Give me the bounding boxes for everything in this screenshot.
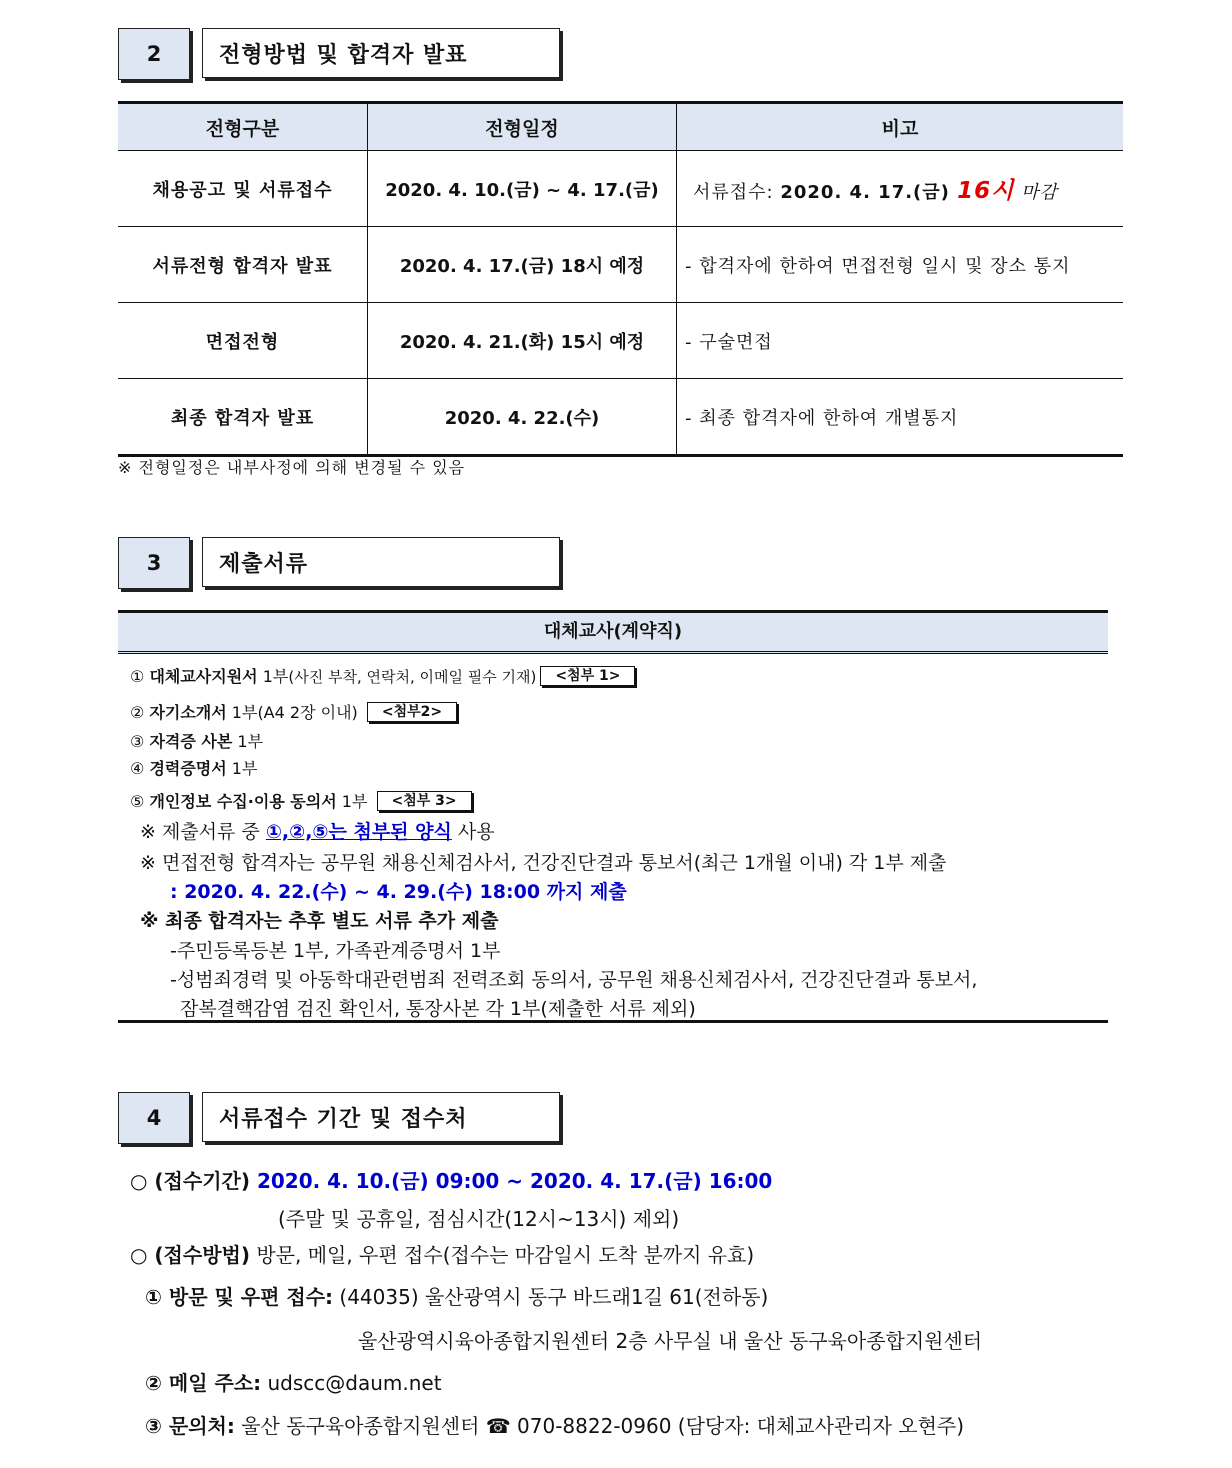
documents-note-1 — [140, 817, 495, 844]
row-note: - 구술면접 — [677, 303, 1124, 379]
submission-method — [130, 1239, 754, 1268]
method-label: ○ (접수방법) — [130, 1243, 250, 1267]
note-date: 2020. 4. 17.(금) — [780, 182, 958, 203]
item-marker: ③ — [130, 732, 145, 751]
document-item — [130, 729, 263, 752]
documents-note-2-deadline: : 2020. 4. 22.(수) ~ 4. 29.(수) 18:00 까지 제출 — [170, 881, 627, 903]
document-item — [130, 789, 472, 812]
row-date: 2020. 4. 21.(화) 15시 예정 — [368, 303, 677, 379]
note1-prefix: ※ 제출서류 중 — [140, 821, 266, 843]
item-count: 1부 — [232, 732, 264, 751]
documents-note-2: ※ 면접전형 합격자는 공무원 채용신체검사서, 건강진단결과 통보서(최근 1개월 이내) 각 1부 제출 — [140, 852, 947, 874]
email-address — [145, 1367, 442, 1396]
attachment-tag: <첨부 1> — [540, 666, 635, 686]
item-name: 대체교사지원서 — [149, 667, 258, 686]
item-name: 자격증 사본 — [149, 732, 233, 751]
col-header-date: 전형일정 — [368, 103, 677, 151]
document-item — [130, 700, 457, 723]
document-item — [130, 664, 635, 687]
row-note: - 합격자에 한하여 면접전형 일시 및 장소 통지 — [677, 227, 1124, 303]
row-type: 채용공고 및 서류접수 — [118, 151, 368, 227]
table-row — [118, 151, 1123, 227]
visit-mail-address — [145, 1281, 768, 1310]
period-note: (주말 및 공휴일, 점심시간(12시~13시) 제외) — [278, 1207, 680, 1231]
item-count: 1부 — [226, 759, 258, 778]
note1-highlight: ①,②,⑤는 첨부된 양식 — [265, 821, 452, 843]
row-note — [677, 151, 1124, 227]
table-row — [118, 303, 1123, 379]
visit-value: (44035) 울산광역시 동구 바드래1길 61(전하동) — [333, 1285, 769, 1309]
documents-bottom-rule — [118, 1020, 1108, 1023]
item-count: 1부(A4 2장 이내) — [226, 703, 358, 722]
item-count: 1부 — [257, 667, 289, 686]
period-value: 2020. 4. 10.(금) 09:00 ~ 2020. 4. 17.(금) 16:00 — [256, 1169, 773, 1193]
row-type: 최종 합격자 발표 — [118, 379, 368, 456]
documents-note-3-item-1: -주민등록등본 1부, 가족관계증명서 1부 — [170, 940, 501, 962]
mail-label: ② 메일 주소: — [145, 1371, 262, 1395]
item-name: 개인정보 수집·이용 동의서 — [149, 792, 337, 811]
row-note: - 최종 합격자에 한하여 개별통지 — [677, 379, 1124, 456]
period-label: ○ (접수기간) — [130, 1169, 257, 1193]
row-date: 2020. 4. 10.(금) ~ 4. 17.(금) — [368, 151, 677, 227]
note-end: 마감 — [1014, 182, 1058, 203]
section-3-title: 제출서류 — [202, 537, 560, 587]
document-item — [130, 756, 257, 779]
section-4-title: 서류접수 기간 및 접수처 — [202, 1092, 560, 1142]
row-date: 2020. 4. 22.(수) — [368, 379, 677, 456]
row-type: 서류전형 합격자 발표 — [118, 227, 368, 303]
item-marker: ① — [130, 667, 145, 686]
col-header-type: 전형구분 — [118, 103, 368, 151]
mail-value: udscc@daum.net — [261, 1371, 442, 1395]
documents-note-3: ※ 최종 합격자는 추후 별도 서류 추가 제출 — [140, 910, 499, 932]
row-type: 면접전형 — [118, 303, 368, 379]
row-date: 2020. 4. 17.(금) 18시 예정 — [368, 227, 677, 303]
contact-info — [145, 1410, 964, 1439]
documents-note-3-item-2: -성범죄경력 및 아동학대관련범죄 전력조회 동의서, 공무원 채용신체검사서, 건강진단결과 통보서, — [170, 969, 978, 991]
section-4-number: 4 — [118, 1092, 190, 1144]
method-value: 방문, 메일, 우편 접수(접수는 마감일시 도착 분까지 유효) — [249, 1243, 755, 1267]
documents-note-3-item-2-cont: 잠복결핵감염 검진 확인서, 통장사본 각 1부(제출한 서류 제외) — [180, 998, 696, 1020]
submission-period — [130, 1165, 772, 1194]
schedule-table — [118, 101, 1123, 457]
note-time: 16시 — [957, 178, 1015, 204]
attachment-tag: <첨부 3> — [377, 791, 472, 811]
documents-table-header: 대체교사(계약직) — [118, 610, 1108, 654]
section-3-number: 3 — [118, 537, 190, 589]
contact-value: 울산 동구육아종합지원센터 ☎ 070-8822-0960 (담당자: 대체교사관리자 오현주) — [234, 1414, 965, 1438]
visit-label: ① 방문 및 우편 접수: — [145, 1285, 334, 1309]
note-prefix: 서류접수: — [693, 182, 781, 203]
item-marker: ④ — [130, 759, 145, 778]
item-detail: (사진 부착, 연락처, 이메일 필수 기재) — [288, 668, 537, 686]
attachment-tag: <첨부2> — [367, 702, 457, 722]
table-row — [118, 379, 1123, 456]
schedule-footnote: ※ 전형일정은 내부사정에 의해 변경될 수 있음 — [118, 458, 466, 477]
note1-suffix: 사용 — [451, 821, 495, 843]
table-row — [118, 227, 1123, 303]
contact-label: ③ 문의처: — [145, 1414, 235, 1438]
item-count: 1부 — [336, 792, 368, 811]
item-name: 경력증명서 — [149, 759, 227, 778]
item-marker: ⑤ — [130, 792, 145, 811]
col-header-note: 비고 — [677, 103, 1124, 151]
item-name: 자기소개서 — [149, 703, 227, 722]
section-2-title: 전형방법 및 합격자 발표 — [202, 28, 560, 78]
item-marker: ② — [130, 703, 145, 722]
schedule-header-row — [118, 103, 1123, 151]
section-2-number: 2 — [118, 28, 190, 80]
visit-address-line-2: 울산광역시육아종합지원센터 2층 사무실 내 울산 동구육아종합지원센터 — [358, 1329, 983, 1353]
